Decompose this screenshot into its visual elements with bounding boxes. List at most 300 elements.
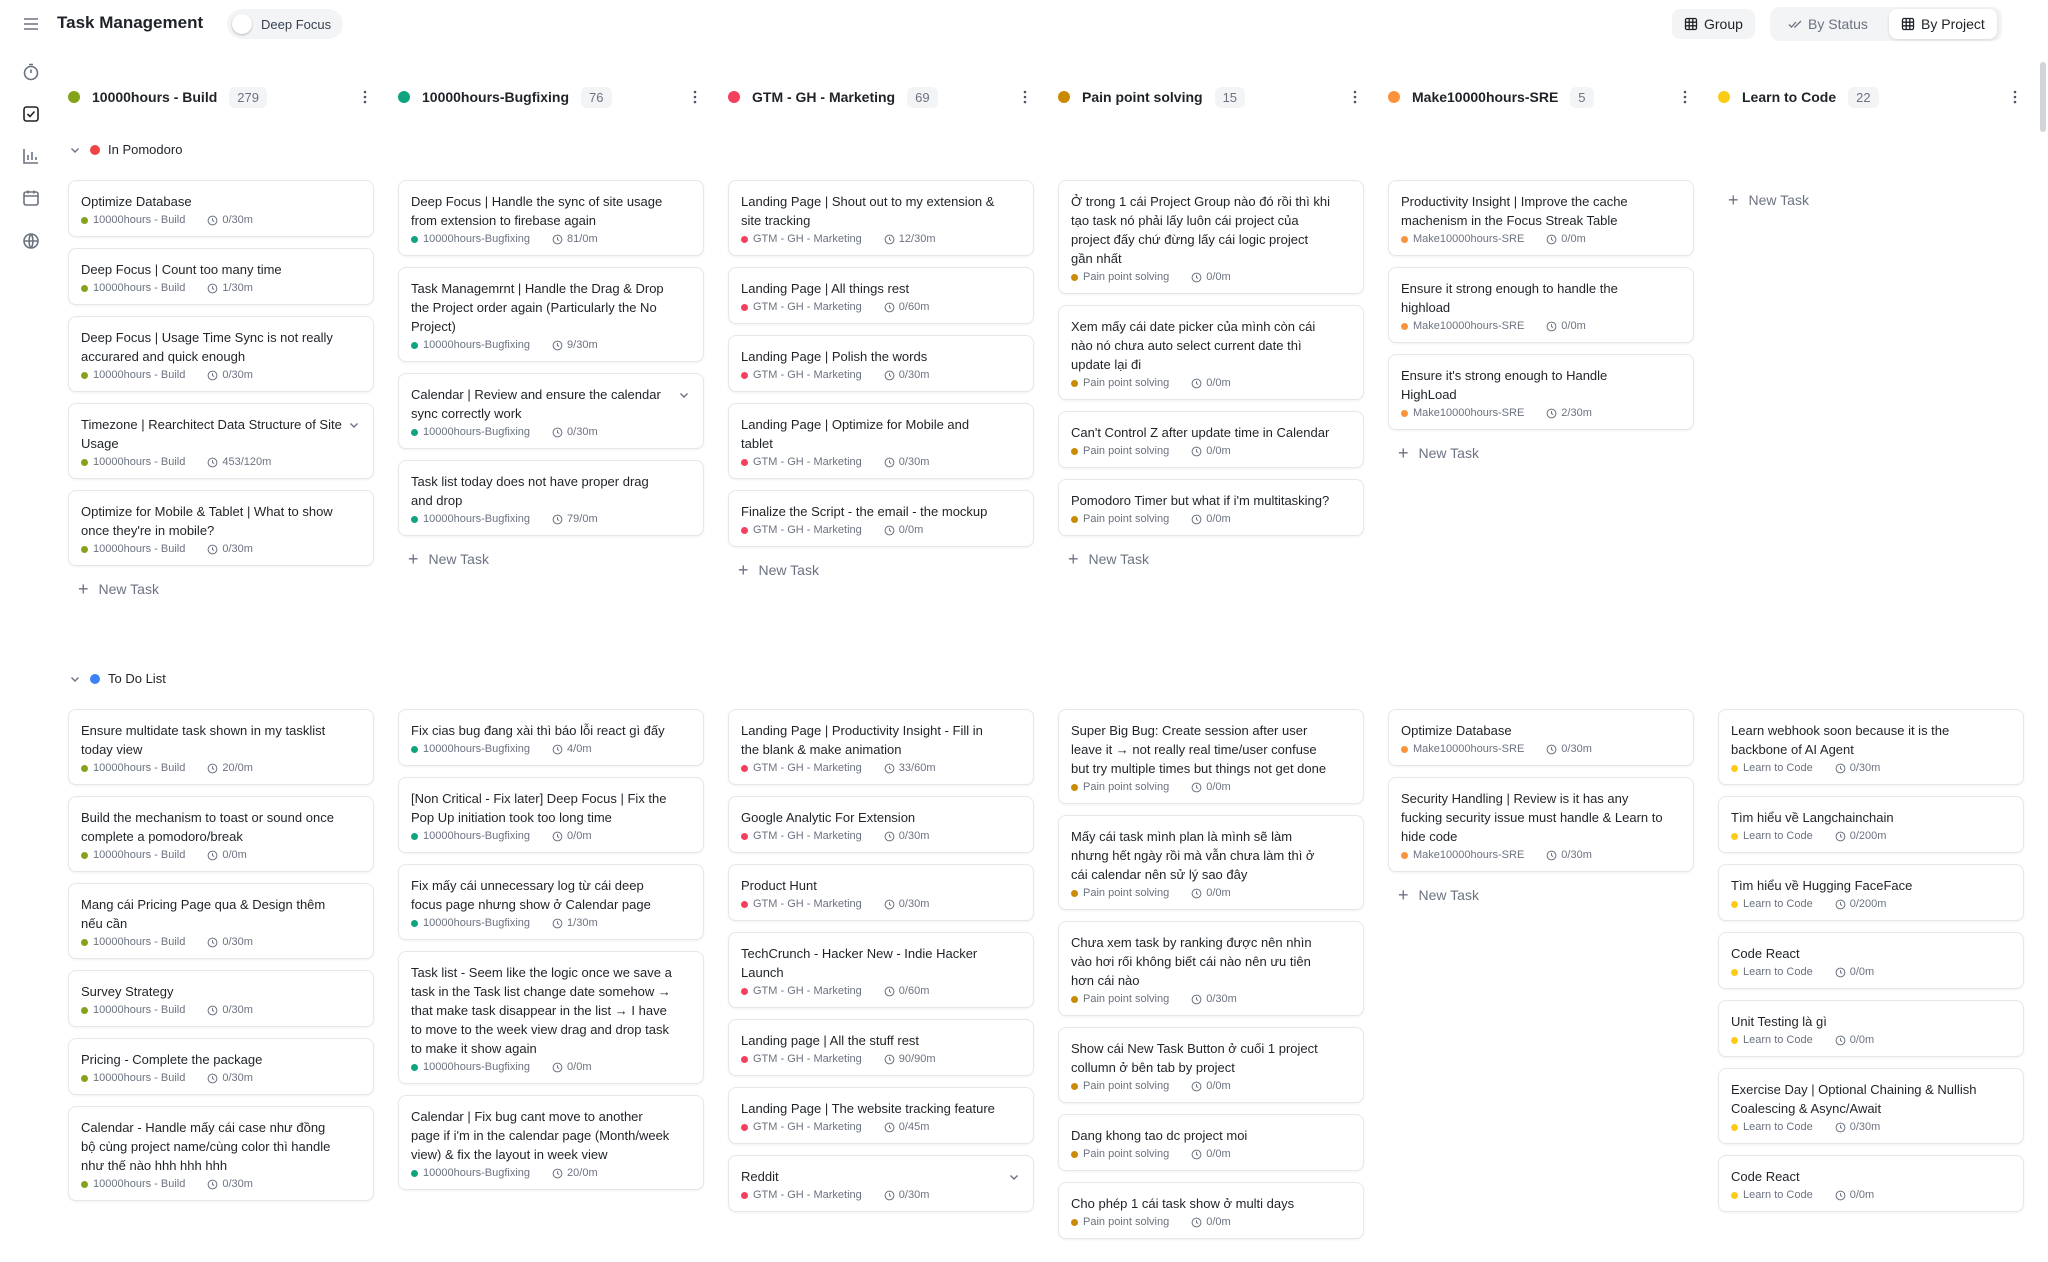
clock-icon	[884, 302, 895, 313]
task-card[interactable]	[728, 709, 1034, 785]
task-time: 2/30m	[1561, 407, 1592, 419]
task-meta	[1071, 993, 1351, 1005]
project-name: GTM - GH - Marketing	[752, 89, 896, 105]
task-project: 10000hours - Build	[93, 936, 186, 948]
task-title: Landing Page | All things rest	[741, 281, 910, 296]
by-status-tab[interactable]	[1776, 9, 1880, 39]
task-time: 12/30m	[898, 233, 936, 245]
task-card[interactable]	[68, 1106, 374, 1201]
task-time: 0/30m	[222, 543, 253, 555]
project-dot	[411, 833, 418, 840]
clock-icon	[1191, 514, 1202, 525]
task-time: 0/0m	[1561, 233, 1586, 245]
clock-icon	[884, 1190, 895, 1201]
task-project: GTM - GH - Marketing	[753, 301, 862, 313]
page-title: Task Management	[57, 13, 204, 32]
task-card[interactable]	[68, 970, 374, 1027]
project-dot	[1071, 1219, 1078, 1226]
task-project: 10000hours - Build	[93, 214, 186, 226]
task-card[interactable]	[1058, 411, 1364, 468]
more-options-icon[interactable]	[1676, 88, 1694, 106]
project-dot	[81, 546, 88, 553]
project-dot	[1071, 380, 1078, 387]
task-card[interactable]	[68, 180, 374, 237]
task-title: Task list - Seem like the logic once we save a task in the Task list change date somehow → that make task disappear in the list → I have to move to the week view drag and drop task to make it show again	[411, 965, 672, 1056]
task-card[interactable]	[398, 709, 704, 766]
column-todo-list	[728, 709, 1034, 1223]
clock-icon	[1546, 408, 1557, 419]
task-meta	[741, 369, 1021, 381]
task-card[interactable]	[68, 1038, 374, 1095]
task-meta	[81, 1004, 361, 1016]
task-time: 4/0m	[567, 743, 592, 755]
tasks-icon[interactable]	[18, 101, 44, 127]
project-dot	[741, 1056, 748, 1063]
task-title: Landing Page | The website tracking feature	[741, 1101, 995, 1116]
status-group-in-pomodoro[interactable]	[68, 142, 182, 157]
task-meta	[411, 1061, 691, 1073]
task-title: Build the mechanism to toast or sound once complete a pomodoro/break	[81, 810, 334, 844]
task-card[interactable]	[68, 316, 374, 392]
clock-icon	[1546, 850, 1557, 861]
new-task-button[interactable]	[398, 547, 704, 571]
task-meta	[1071, 445, 1351, 457]
task-meta	[81, 543, 361, 555]
task-title: Mang cái Pricing Page qua & Design thêm nếu cần	[81, 897, 326, 931]
task-project: 10000hours-Bugfixing	[423, 743, 531, 755]
task-card[interactable]	[398, 180, 704, 256]
task-title: Can't Control Z after update time in Calendar	[1071, 425, 1330, 440]
project-color-dot	[398, 91, 410, 103]
task-card[interactable]	[398, 460, 704, 536]
column-todo-list	[398, 709, 704, 1201]
clock-icon	[884, 370, 895, 381]
task-meta	[741, 898, 1021, 910]
task-title: Security Handling | Review is it has any fucking security issue must handle & Learn to hide code	[1401, 791, 1663, 844]
task-project: 10000hours-Bugfixing	[423, 1061, 531, 1073]
task-card[interactable]	[1718, 1000, 2024, 1057]
task-title: Survey Strategy	[81, 984, 174, 999]
chevron-down-icon[interactable]	[677, 388, 691, 402]
task-meta	[741, 1189, 1021, 1201]
new-task-label: New Task	[1748, 192, 1809, 208]
project-column-header	[1388, 80, 1694, 114]
task-project: GTM - GH - Marketing	[753, 985, 862, 997]
task-project: Pain point solving	[1083, 887, 1170, 899]
task-meta	[1071, 1148, 1351, 1160]
project-color-dot	[728, 91, 740, 103]
clock-icon	[884, 831, 895, 842]
clock-icon	[552, 234, 563, 245]
task-project: Pain point solving	[1083, 781, 1170, 793]
task-meta	[1071, 781, 1351, 793]
task-card[interactable]	[68, 883, 374, 959]
new-task-button[interactable]	[1058, 547, 1364, 571]
project-dot	[1731, 901, 1738, 908]
clock-icon	[1191, 272, 1202, 283]
task-meta	[1731, 830, 2011, 842]
task-title: Landing Page | Polish the words	[741, 349, 928, 364]
project-dot	[81, 217, 88, 224]
column-todo-list	[1388, 709, 1694, 907]
task-card[interactable]	[728, 1019, 1034, 1076]
task-card[interactable]	[1058, 479, 1364, 536]
task-title: Timezone | Rearchitect Data Structure of Site Usage	[81, 417, 342, 451]
task-time: 0/0m	[1206, 271, 1231, 283]
task-meta	[411, 743, 691, 755]
task-time: 0/0m	[1206, 445, 1231, 457]
clock-icon	[1835, 1035, 1846, 1046]
task-meta	[1071, 513, 1351, 525]
task-project: 10000hours - Build	[93, 1072, 186, 1084]
task-project: 10000hours - Build	[93, 849, 186, 861]
project-dot	[81, 285, 88, 292]
clock-icon	[552, 744, 563, 755]
task-count-badge: 279	[229, 87, 267, 108]
task-card[interactable]	[68, 709, 374, 785]
project-dot	[741, 1124, 748, 1131]
task-meta	[741, 233, 1021, 245]
clock-icon	[1835, 967, 1846, 978]
task-card[interactable]	[68, 796, 374, 872]
clock-icon	[552, 340, 563, 351]
new-task-label: New Task	[1418, 887, 1479, 903]
task-card[interactable]	[728, 180, 1034, 256]
column-todo-list	[1718, 709, 2024, 1223]
project-dot	[411, 746, 418, 753]
more-options-icon[interactable]	[1016, 88, 1034, 106]
task-time: 81/0m	[567, 233, 598, 245]
task-card[interactable]	[1718, 796, 2024, 853]
plus-icon: +	[408, 549, 419, 569]
task-card[interactable]	[398, 1095, 704, 1190]
task-project: Pain point solving	[1083, 271, 1170, 283]
task-time: 20/0m	[222, 762, 253, 774]
project-dot	[1071, 996, 1078, 1003]
task-card[interactable]	[1058, 180, 1364, 294]
more-options-icon[interactable]	[356, 88, 374, 106]
task-meta	[1071, 1216, 1351, 1228]
project-name: 10000hours - Build	[92, 89, 218, 105]
timer-icon[interactable]	[18, 59, 44, 85]
task-card[interactable]	[68, 248, 374, 305]
column-todo-list	[1058, 709, 1364, 1250]
chevron-down-icon[interactable]	[68, 143, 82, 157]
task-time: 0/60m	[898, 985, 930, 997]
task-project: 10000hours - Build	[93, 762, 186, 774]
task-project: Learn to Code	[1743, 966, 1813, 978]
task-time: 0/30m	[898, 898, 930, 910]
plus-icon: +	[1068, 549, 1079, 569]
by-project-tab[interactable]	[1889, 9, 1997, 39]
project-dot	[741, 1192, 748, 1199]
task-project: 10000hours - Build	[93, 282, 186, 294]
task-card[interactable]	[1058, 709, 1364, 804]
project-dot	[1071, 516, 1078, 523]
task-card[interactable]	[398, 864, 704, 940]
plus-icon: +	[78, 579, 89, 599]
clock-icon	[552, 1168, 563, 1179]
task-card[interactable]	[398, 373, 704, 449]
status-dot	[90, 674, 100, 684]
task-project: Pain point solving	[1083, 445, 1170, 457]
deep-focus-toggle[interactable]	[227, 9, 343, 39]
chevron-down-icon[interactable]	[1007, 1170, 1021, 1184]
task-title: Learn webhook soon because it is the backbone of AI Agent	[1731, 723, 1950, 757]
task-time: 0/30m	[222, 214, 253, 226]
chart-icon[interactable]	[18, 143, 44, 169]
group-label: Group	[1704, 16, 1743, 32]
task-project: GTM - GH - Marketing	[753, 762, 862, 774]
project-dot	[1071, 274, 1078, 281]
task-meta	[1731, 898, 2011, 910]
task-card[interactable]	[398, 267, 704, 362]
task-title: Ensure it strong enough to handle the highload	[1401, 281, 1618, 315]
task-title: Deep Focus | Usage Time Sync is not really accurared and quick enough	[81, 330, 333, 364]
task-card[interactable]	[398, 951, 704, 1084]
clock-icon	[884, 899, 895, 910]
project-dot	[741, 765, 748, 772]
task-count-badge: 22	[1848, 87, 1878, 108]
task-card[interactable]	[1388, 354, 1694, 430]
task-time: 0/200m	[1849, 830, 1887, 842]
task-title: Tìm hiểu về Hugging FaceFace	[1731, 878, 1913, 893]
clock-icon	[1835, 1190, 1846, 1201]
new-task-button[interactable]	[68, 577, 374, 601]
clock-icon	[552, 427, 563, 438]
new-task-button[interactable]	[1388, 441, 1694, 465]
task-time: 90/90m	[898, 1053, 936, 1065]
task-card[interactable]	[728, 490, 1034, 547]
task-meta	[1401, 849, 1681, 861]
project-column-header	[68, 80, 374, 114]
task-card[interactable]	[728, 796, 1034, 853]
new-task-button[interactable]	[1388, 883, 1694, 907]
task-meta	[741, 830, 1021, 842]
task-title: Task list today does not have proper drag and drop	[411, 474, 649, 508]
task-card[interactable]	[728, 267, 1034, 324]
project-dot	[1731, 969, 1738, 976]
task-card[interactable]	[728, 932, 1034, 1008]
task-meta	[81, 762, 361, 774]
project-dot	[1401, 410, 1408, 417]
task-title: Xem mấy cái date picker của mình còn cái nào nó chưa auto select current date thì update lại đi	[1071, 319, 1316, 372]
task-card[interactable]	[728, 335, 1034, 392]
clock-icon	[207, 763, 218, 774]
task-card[interactable]	[728, 1155, 1034, 1212]
task-time: 79/0m	[567, 513, 598, 525]
double-check-icon	[1788, 17, 1802, 31]
clock-icon	[552, 514, 563, 525]
task-title: Google Analytic For Extension	[741, 810, 916, 825]
task-meta	[81, 369, 361, 381]
task-meta	[1401, 233, 1681, 245]
task-card[interactable]	[1718, 1155, 2024, 1212]
task-card[interactable]	[1058, 305, 1364, 400]
more-options-icon[interactable]	[1346, 88, 1364, 106]
task-title: Task Managemrnt | Handle the Drag & Drop the Project order again (Particularly the No Project)	[411, 281, 664, 334]
task-title: Optimize Database	[81, 194, 192, 209]
task-title: Landing page | All the stuff rest	[741, 1033, 920, 1048]
task-card[interactable]	[1058, 815, 1364, 910]
task-project: 10000hours-Bugfixing	[423, 830, 531, 842]
task-title: Landing Page | Productivity Insight - Fill in the blank & make animation	[741, 723, 983, 757]
project-dot	[411, 1170, 418, 1177]
clock-icon	[1191, 378, 1202, 389]
task-time: 0/0m	[567, 1061, 592, 1073]
task-project: GTM - GH - Marketing	[753, 898, 862, 910]
task-time: 20/0m	[567, 1167, 598, 1179]
task-meta	[411, 513, 691, 525]
task-meta	[81, 849, 361, 861]
task-card[interactable]	[1718, 864, 2024, 921]
project-dot	[1401, 852, 1408, 859]
clock-icon	[884, 986, 895, 997]
task-meta	[1731, 1034, 2011, 1046]
task-time: 0/60m	[898, 301, 930, 313]
project-dot	[741, 988, 748, 995]
project-dot	[1401, 236, 1408, 243]
task-card[interactable]	[1058, 921, 1364, 1016]
task-time: 0/30m	[567, 426, 598, 438]
new-task-label: New Task	[758, 562, 819, 578]
task-time: 0/30m	[898, 369, 930, 381]
more-options-icon[interactable]	[686, 88, 704, 106]
task-card[interactable]	[1058, 1027, 1364, 1103]
task-card[interactable]	[1718, 709, 2024, 785]
task-meta	[411, 830, 691, 842]
task-project: 10000hours-Bugfixing	[423, 339, 531, 351]
status-group-to-do-list[interactable]	[68, 671, 166, 686]
project-dot	[1731, 1037, 1738, 1044]
task-card[interactable]	[728, 864, 1034, 921]
deep-focus-label: Deep Focus	[261, 16, 332, 32]
project-dot	[1731, 1124, 1738, 1131]
task-project: GTM - GH - Marketing	[753, 233, 862, 245]
task-card[interactable]	[728, 403, 1034, 479]
new-task-label: New Task	[98, 581, 159, 597]
task-card[interactable]	[728, 1087, 1034, 1144]
task-meta	[81, 214, 361, 226]
task-project: Make10000hours-SRE	[1413, 320, 1525, 332]
task-title: Calendar | Review and ensure the calendar sync correctly work	[411, 387, 661, 421]
task-card[interactable]	[1058, 1182, 1364, 1239]
clock-icon	[884, 457, 895, 468]
task-project: Pain point solving	[1083, 513, 1170, 525]
clock-icon	[1191, 1217, 1202, 1228]
task-project: GTM - GH - Marketing	[753, 1189, 862, 1201]
task-project: Pain point solving	[1083, 1148, 1170, 1160]
task-project: Pain point solving	[1083, 993, 1170, 1005]
task-card[interactable]	[398, 777, 704, 853]
task-time: 0/45m	[898, 1121, 930, 1133]
project-dot	[81, 1075, 88, 1082]
task-project: 10000hours-Bugfixing	[423, 1167, 531, 1179]
task-meta	[81, 1178, 361, 1190]
clock-icon	[1191, 1081, 1202, 1092]
globe-icon[interactable]	[18, 228, 44, 254]
task-count-badge: 69	[907, 87, 937, 108]
chevron-down-icon[interactable]	[347, 418, 361, 432]
task-project: 10000hours-Bugfixing	[423, 426, 531, 438]
plus-icon: +	[738, 560, 749, 580]
task-project: Make10000hours-SRE	[1413, 407, 1525, 419]
task-project: Pain point solving	[1083, 1216, 1170, 1228]
task-title: Landing Page | Shout out to my extension & site tracking	[741, 194, 995, 228]
task-meta	[1071, 1080, 1351, 1092]
task-card[interactable]	[1718, 932, 2024, 989]
task-time: 0/0m	[1206, 1148, 1231, 1160]
clock-icon	[1191, 1149, 1202, 1160]
project-dot	[1401, 746, 1408, 753]
task-card[interactable]	[1388, 777, 1694, 872]
project-dot	[1731, 765, 1738, 772]
task-time: 0/0m	[1206, 377, 1231, 389]
column-pomodoro-list	[1388, 180, 1694, 465]
task-meta	[1731, 966, 2011, 978]
task-card[interactable]	[68, 490, 374, 566]
new-task-button[interactable]	[1718, 188, 2024, 212]
task-time: 0/30m	[222, 1178, 253, 1190]
grid-icon	[1901, 17, 1915, 31]
task-card[interactable]	[1388, 267, 1694, 343]
task-title: Finalize the Script - the email - the mockup	[741, 504, 988, 519]
chevron-down-icon[interactable]	[68, 672, 82, 686]
project-dot	[741, 527, 748, 534]
task-meta	[741, 524, 1021, 536]
task-card[interactable]	[1718, 1068, 2024, 1144]
task-meta	[411, 917, 691, 929]
task-meta	[411, 339, 691, 351]
project-name: Learn to Code	[1742, 89, 1837, 105]
task-title: Optimize Database	[1401, 723, 1512, 738]
task-time: 0/30m	[222, 936, 253, 948]
group-button[interactable]	[1672, 9, 1755, 39]
column-pomodoro-list	[1058, 180, 1364, 571]
project-dot	[741, 372, 748, 379]
task-card[interactable]	[1058, 1114, 1364, 1171]
clock-icon	[1191, 446, 1202, 457]
task-project: GTM - GH - Marketing	[753, 1121, 862, 1133]
status-dot	[90, 145, 100, 155]
task-project: 10000hours - Build	[93, 1178, 186, 1190]
task-title: Deep Focus | Handle the sync of site usage from extension to firebase again	[411, 194, 663, 228]
project-dot	[1071, 1083, 1078, 1090]
project-name: Pain point solving	[1082, 89, 1203, 105]
clock-icon	[1835, 831, 1846, 842]
column-pomodoro-list	[398, 180, 704, 571]
clock-icon	[552, 918, 563, 929]
clock-icon	[884, 234, 895, 245]
task-meta	[741, 456, 1021, 468]
clock-icon	[1546, 321, 1557, 332]
task-time: 0/0m	[898, 524, 924, 536]
scrollbar[interactable]	[2040, 62, 2046, 132]
calendar-icon[interactable]	[18, 185, 44, 211]
task-meta	[1401, 407, 1681, 419]
task-title: Dang khong tao dc project moi	[1071, 1128, 1248, 1143]
task-title: [Non Critical - Fix later] Deep Focus | Fix the Pop Up initiation took too long time	[411, 791, 667, 825]
task-time: 0/30m	[1849, 762, 1881, 774]
clock-icon	[1835, 1122, 1846, 1133]
task-card[interactable]	[1388, 180, 1694, 256]
task-project: GTM - GH - Marketing	[753, 830, 862, 842]
new-task-button[interactable]	[728, 558, 1034, 582]
task-time: 0/0m	[1849, 966, 1875, 978]
task-card[interactable]	[1388, 709, 1694, 766]
task-card[interactable]	[68, 403, 374, 479]
more-options-icon[interactable]	[2006, 88, 2024, 106]
